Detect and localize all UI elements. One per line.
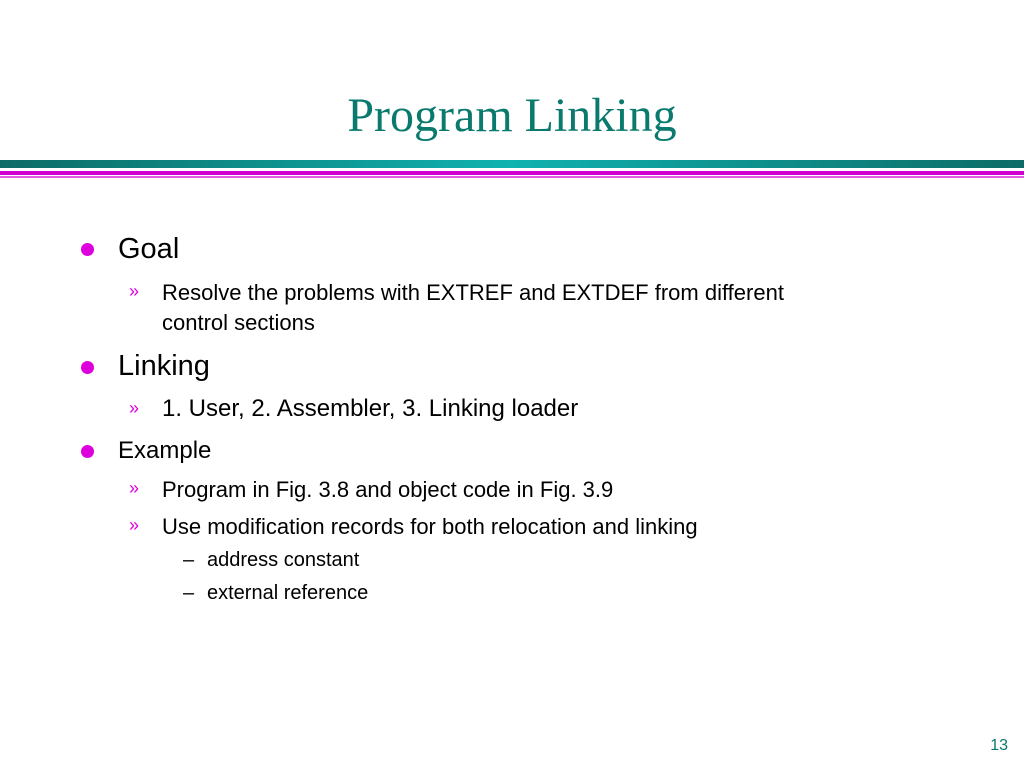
page-number: 13 [990, 737, 1008, 754]
slide-title: Program Linking [347, 89, 677, 142]
bullet-dot-icon [81, 243, 94, 256]
dash-marker-icon: – [183, 549, 195, 571]
raquo-marker-icon: » [129, 281, 140, 301]
raquo-marker-icon: » [129, 478, 140, 498]
example-sub-line-1: Program in Fig. 3.8 and object code in Fig. 3.9 [162, 477, 614, 502]
title-rule-teal [0, 160, 1024, 168]
bullet-dot-icon [81, 361, 94, 374]
bullet-dot-icon [81, 445, 94, 458]
bullet-example: Example [118, 437, 212, 464]
dash-marker-icon: – [183, 582, 195, 604]
example-sub-sub-1: address constant [207, 549, 360, 571]
bullet-goal: Goal [118, 233, 180, 265]
linking-sub-line: 1. User, 2. Assembler, 3. Linking loader [162, 395, 579, 422]
raquo-marker-icon: » [129, 398, 140, 418]
raquo-marker-icon: » [129, 515, 140, 535]
goal-sub-line-2: control sections [162, 310, 315, 335]
example-sub-sub-2: external reference [207, 582, 369, 604]
goal-sub-line-1: Resolve the problems with EXTREF and EXTDEF from different [162, 280, 784, 305]
title-rule-magenta [0, 171, 1024, 175]
example-sub-line-2: Use modification records for both relocation and linking [162, 514, 698, 539]
bullet-linking: Linking [118, 350, 210, 382]
title-rule-magenta-thin [0, 176, 1024, 178]
